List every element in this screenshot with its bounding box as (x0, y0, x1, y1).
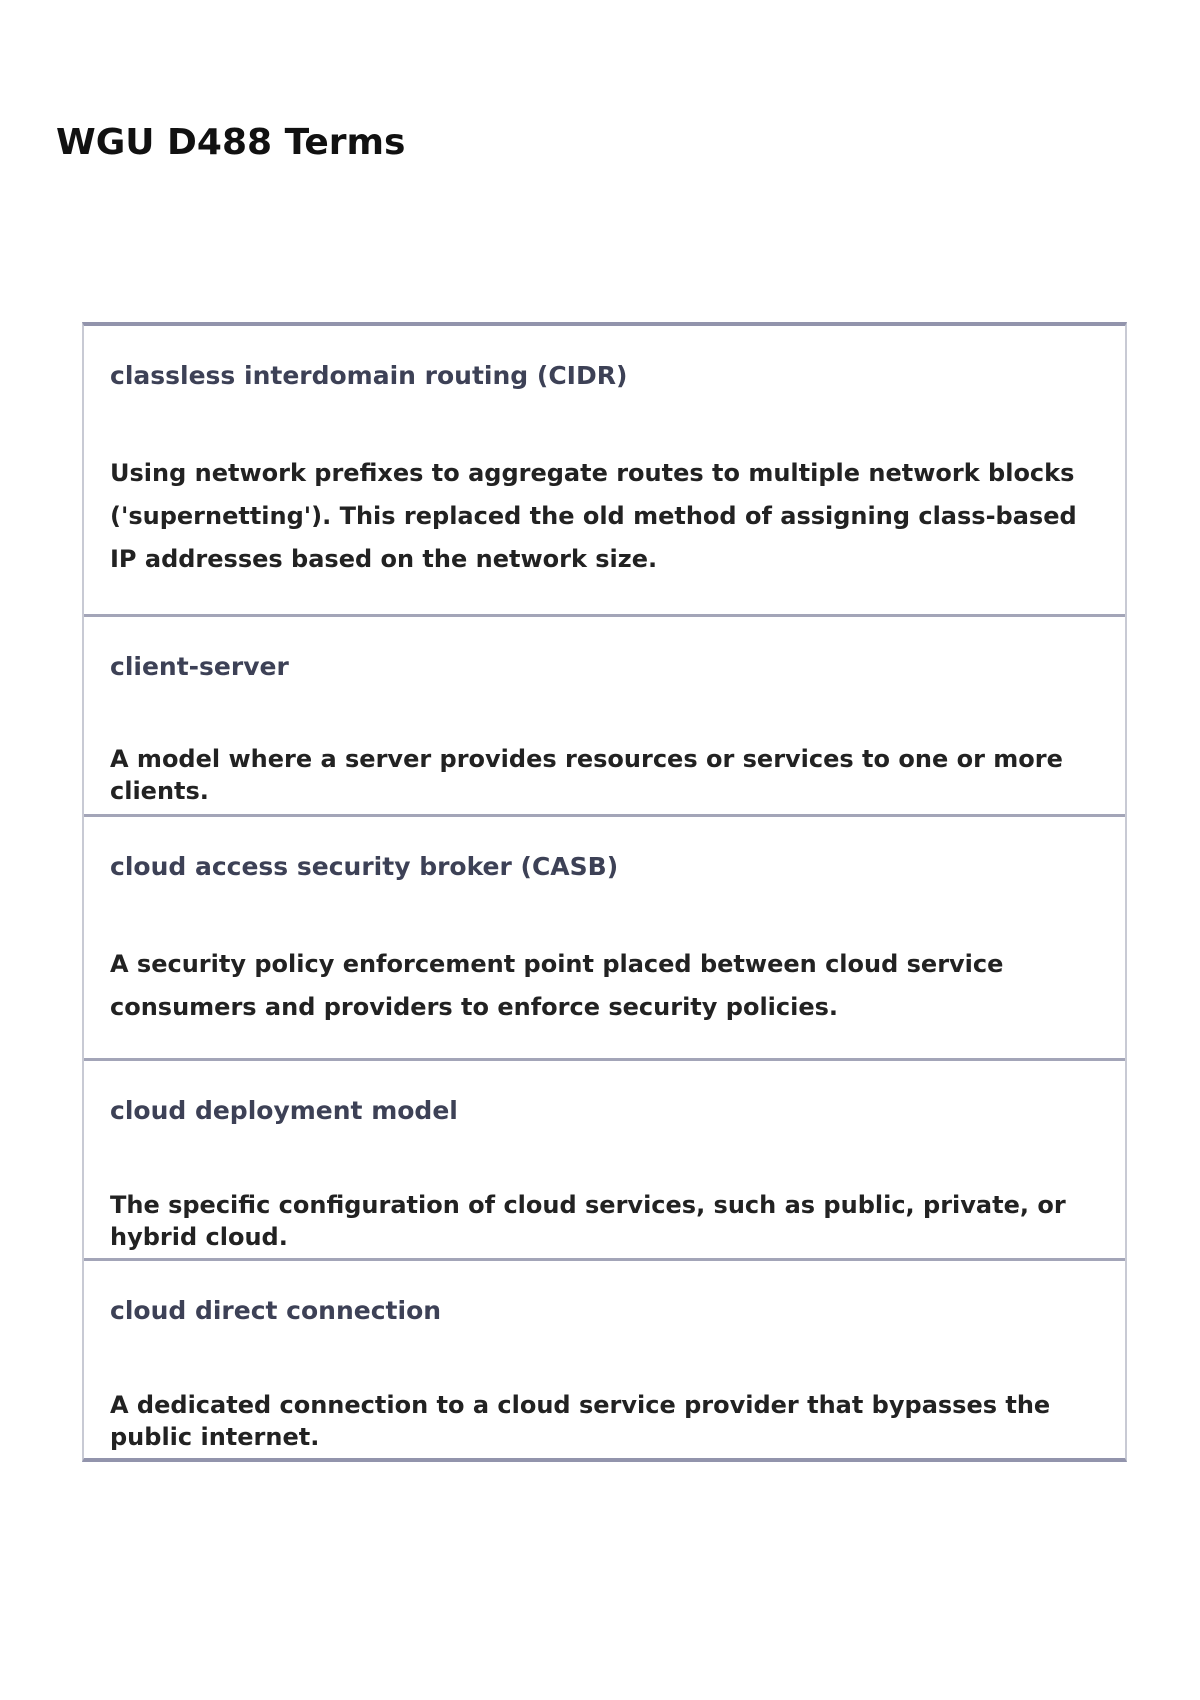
term-definition: The specific configuration of cloud services, such as public, private, or hybrid cloud. (110, 1191, 1066, 1251)
term-name: cloud deployment model (110, 1096, 458, 1125)
term-name: client-server (110, 652, 289, 681)
term-definition: A security policy enforcement point placed between cloud service consumers and providers to enforce security policies. (110, 950, 1004, 1021)
term-name: cloud direct connection (110, 1296, 442, 1325)
term-name: classless interdomain routing (CIDR) (110, 361, 628, 390)
term-row-cloud-deployment-model (84, 1058, 1125, 1258)
page-title: WGU D488 Terms (56, 122, 406, 163)
term-definition: A model where a server provides resources or services to one or more clients. (110, 745, 1063, 805)
term-definition: Using network prefixes to aggregate routes to multiple network blocks ('supernetting'). This replaced the old method of assigning class-based IP addresses based on the network size. (110, 459, 1077, 573)
term-definition: A dedicated connection to a cloud service provider that bypasses the public internet. (110, 1391, 1051, 1451)
term-row-client-server (84, 614, 1125, 814)
terms-table (82, 322, 1127, 1462)
term-name: cloud access security broker (CASB) (110, 852, 619, 881)
term-row-cloud-direct-connection (84, 1258, 1125, 1458)
term-row-cidr (84, 326, 1125, 614)
term-row-casb (84, 814, 1125, 1058)
